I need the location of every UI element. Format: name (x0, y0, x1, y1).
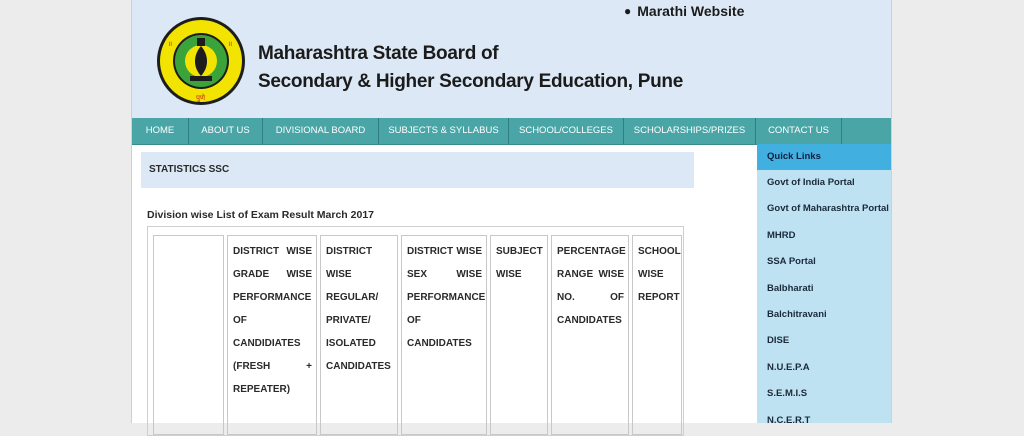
nav-home[interactable]: HOME (132, 118, 189, 144)
quick-links-title: Quick Links (757, 144, 891, 170)
table-header-cell[interactable]: DISTRICT WISE REGULAR/ PRIVATE/ ISOLATED CANDIDATES (320, 235, 398, 435)
nav-contact-us[interactable]: CONTACT US (756, 118, 842, 144)
quick-links-sidebar (757, 144, 891, 426)
sidebar-item-mhrd[interactable]: MHRD (767, 229, 796, 241)
svg-text:पुणे: पुणे (196, 94, 206, 102)
results-table (147, 226, 684, 436)
page-subheading: Division wise List of Exam Result March 2017 (147, 209, 374, 221)
nav-divisional-board[interactable]: DIVISIONAL BOARD (263, 118, 379, 144)
sidebar-item-govt-maharashtra[interactable]: Govt of Maharashtra Portal (767, 203, 889, 215)
nav-school-colleges[interactable]: SCHOOL/COLLEGES (509, 118, 624, 144)
sidebar-item-nuepa[interactable]: N.U.E.P.A (767, 361, 810, 373)
table-header-cell (153, 235, 224, 435)
main-content (141, 152, 694, 188)
svg-text:॥: ॥ (168, 40, 173, 48)
sidebar-item-dise[interactable]: DISE (767, 335, 790, 347)
section-title: STATISTICS SSC (141, 152, 694, 188)
table-header-cell[interactable]: PERCENTAGE RANGE WISE NO. OF CANDIDATES (551, 235, 629, 435)
sidebar-item-balbharati[interactable]: Balbharati (767, 282, 814, 294)
table-header-cell[interactable]: DISTRICT WISE SEX WISE PERFORMANCE OF CANDIDATES (401, 235, 487, 435)
sidebar-item-semis[interactable]: S.E.M.I.S (767, 388, 808, 400)
board-name (258, 40, 683, 96)
table-header-cell[interactable]: SUBJECT WISE (490, 235, 548, 435)
table-header-cell[interactable]: SCHOOL WISE REPORT (632, 235, 682, 435)
marathi-website-label: Marathi Website (637, 3, 745, 19)
nav-scholarships-prizes[interactable]: SCHOLARSHIPS/PRIZES (624, 118, 756, 144)
board-logo-icon[interactable] (154, 16, 248, 106)
bullet-icon: ● (624, 4, 632, 18)
main-nav (132, 118, 891, 145)
sidebar-item-balchitravani[interactable]: Balchitravani (767, 308, 827, 320)
sidebar-item-govt-india[interactable]: Govt of India Portal (767, 177, 855, 188)
nav-subjects-syllabus[interactable]: SUBJECTS & SYLLABUS (379, 118, 509, 144)
board-name-line1: Maharashtra State Board of (258, 43, 499, 64)
nav-about-us[interactable]: ABOUT US (189, 118, 263, 144)
page (131, 0, 892, 426)
sidebar-item-ncert[interactable]: N.C.E.R.T (767, 414, 811, 426)
site-header (132, 0, 891, 118)
marathi-website-link[interactable] (624, 3, 744, 19)
board-name-line2: Secondary & Higher Secondary Education, Pune (258, 71, 683, 92)
svg-text:॥: ॥ (228, 40, 233, 48)
sidebar-item-ssa-portal[interactable]: SSA Portal (767, 256, 816, 268)
table-header-cell[interactable]: DISTRICT WISE GRADE WISE PERFORMANCE OF CANDIDIATES (FRESH + REPEATER) (227, 235, 317, 435)
